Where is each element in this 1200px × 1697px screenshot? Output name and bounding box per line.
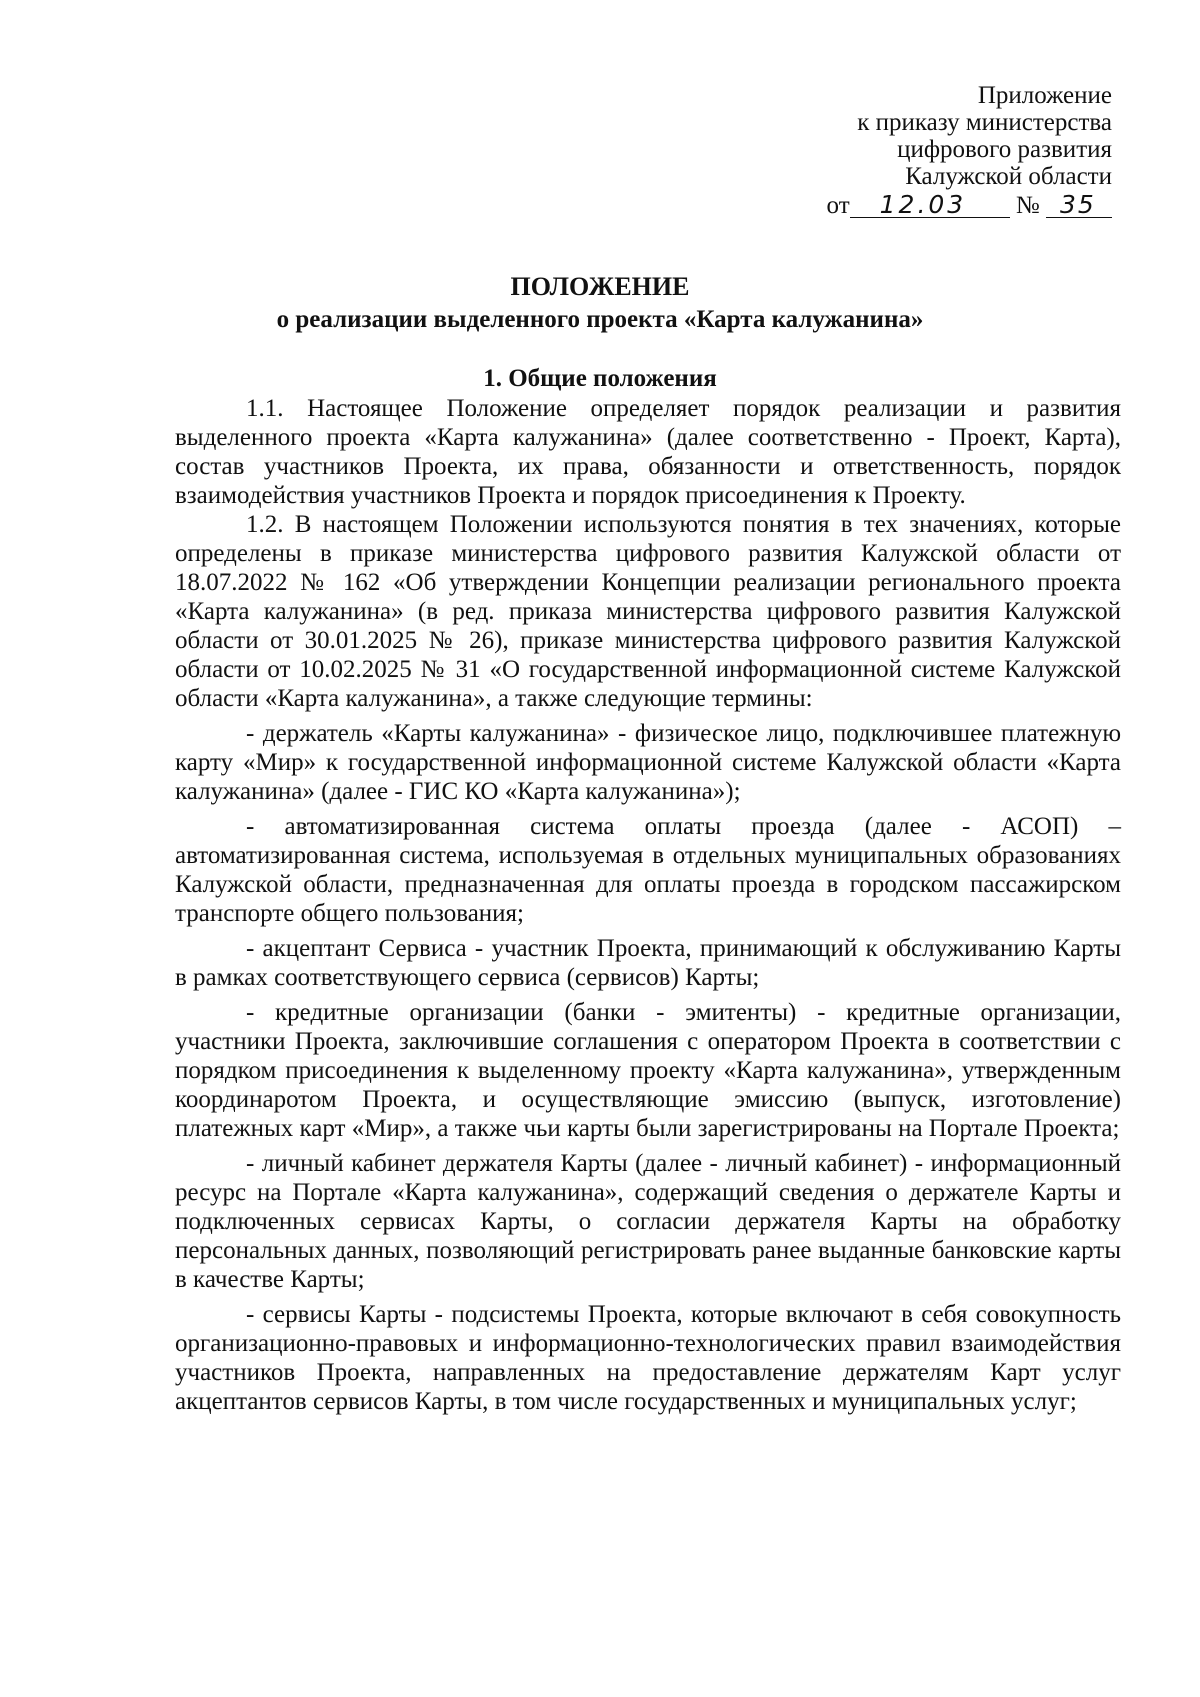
order-date-number-line: [827, 192, 1112, 219]
term-definition: - кредитные организации (банки - эмитенты) - кредитные организации, участники Проекта, заключившие соглашения с оператором Проекта в соответствии с порядком присоединения к выделенному проекту «Карта калужанина», утвержденным координаротом Проекта, и осуществляющие эмиссию (выпуск, изготовление) платежных карт «Мир», а также чьи карты были зарегистрированы на Портале Проекта;: [175, 999, 1121, 1142]
document-subtitle: о реализации выделенного проекта «Карта калужанина»: [276, 306, 924, 333]
term-definition: - личный кабинет держателя Карты (далее - личный кабинет) - информационный ресурс на Портале «Карта калужанина», содержащий сведения о держателе Карты и подключенных сервисах Карты, о согласии держателя Карты на обработку персональных данных, позволяющий регистрировать ранее выданные банковские карты в качестве Карты;: [175, 1150, 1121, 1293]
document-title: ПОЛОЖЕНИЕ: [510, 272, 690, 301]
term-definition: - автоматизированная система оплаты проезда (далее - АСОП) – автоматизированная система, используемая в отдельных муниципальных образованиях Калужской области, предназначенная для оплаты проезда в городском пассажирском транспорте общего пользования;: [175, 813, 1121, 927]
term-definition: - сервисы Карты - подсистемы Проекта, которые включают в себя совокупность организационно-правовых и информационно-технологических правил взаимодействия участников Проекта, направленных на предоставление держателям Карт услуг акцептантов сервисов Карты, в том числе государственных и муниципальных услуг;: [175, 1301, 1121, 1415]
term-definition: - держатель «Карты калужанина» - физическое лицо, подключившее платежную карту «Мир» к государственной информационной системе Калужской области «Карта калужанина» (далее - ГИС КО «Карта калужанина»);: [175, 720, 1121, 805]
document-body: [175, 394, 1121, 1416]
handwritten-number: 35: [1046, 193, 1112, 218]
date-prefix: от: [826, 192, 850, 219]
appendix-line: Приложение: [977, 82, 1112, 109]
paragraph: 1.1. Настоящее Положение определяет порядок реализации и развития выделенного проекта «Карта калужанина» (далее соответственно - Проект, Карта), состав участников Проекта, их права, обязанности и ответственность, порядок взаимодействия участников Проекта и порядок присоединения к Проекту.: [175, 395, 1121, 509]
term-definition: - акцептант Сервиса - участник Проекта, принимающий к обслуживанию Карты в рамках соответствующего сервиса (сервисов) Карты;: [175, 935, 1121, 991]
paragraph: 1.2. В настоящем Положении используются понятия в тех значениях, которые определены в приказе министерства цифрового развития Калужской области от 18.07.2022 № 162 «Об утверждении Концепции реализации регионального проекта «Карта калужанина» (в ред. приказа министерства цифрового развития Калужской области от 30.01.2025 № 26), приказе министерства цифрового развития Калужской области от 10.02.2025 № 31 «О государственной информационной системе Калужской области «Карта калужанина», а также следующие термины:: [175, 511, 1121, 712]
handwritten-date: 12.03: [850, 193, 1010, 218]
appendix-line: к приказу министерства: [857, 109, 1112, 136]
appendix-line: цифрового развития: [897, 136, 1112, 163]
number-prefix: №: [1015, 192, 1040, 219]
appendix-line: Калужской области: [905, 163, 1112, 190]
section-heading: 1. Общие положения: [483, 365, 717, 392]
appendix-block: [827, 82, 1112, 219]
